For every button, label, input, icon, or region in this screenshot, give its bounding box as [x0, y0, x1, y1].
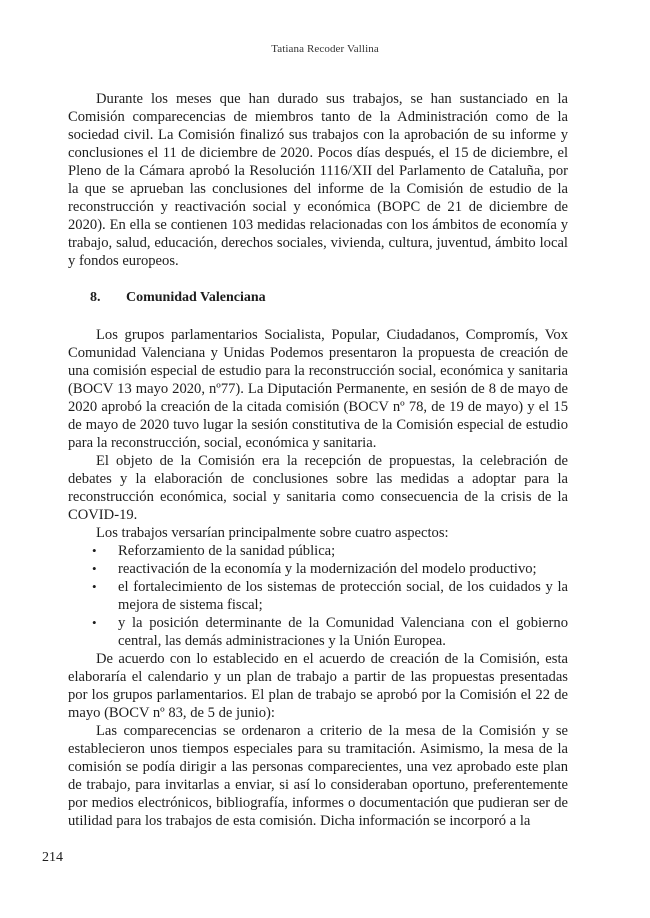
- list-item-text: Reforzamiento de la sanidad pública;: [118, 543, 336, 559]
- section-number: 8.: [90, 290, 101, 305]
- list-item: [68, 614, 568, 650]
- list-item: [68, 560, 568, 578]
- paragraph: Las comparecencias se ordenaron a criterio de la mesa de la Comisión y se establecieron unos tiempos especiales para su tramitación. Asimismo, la mesa de la comisión se podía dirigir a las personas comparecientes, una vez aprobado este plan de trabajo, para invitarlas a enviar, si así lo consideraban oportuno, preferentemente por medios electrónicos, bibliografía, informes o documentación que pudieran ser de utilidad para los trabajos de esta comisión. Dicha información se incorporó a la: [68, 723, 568, 829]
- paragraph: Durante los meses que han durado sus trabajos, se han sustanciado en la Comisión comparecencias de miembros tanto de la Administración como de la sociedad civil. La Comisión finalizó sus trabajos con la aprobación de su informe y conclusiones el 11 de diciembre de 2020. Pocos días después, el 15 de diciembre, el Pleno de la Cámara aprobó la Resolución 1116/XII del Parlamento de Cataluña, por la que se aprueban las conclusiones del informe de la Comisión de estudio de la reconstrucción y reactivación social y económica (BOPC de 21 de diciembre de 2020). En ella se contienen 103 medidas relacionadas con los ámbitos de economía y trabajo, salud, educación, derechos sociales, vivienda, cultura, juventud, ámbito local y fondos europeos.: [68, 91, 568, 269]
- list-item-text: el fortalecimiento de los sistemas de protección social, de los cuidados y la mejora de sistema fiscal;: [118, 579, 568, 613]
- bullet-icon: •: [92, 543, 97, 558]
- paragraph: El objeto de la Comisión era la recepción de propuestas, la celebración de debates y la elaboración de conclusiones sobre las medidas a adoptar para la reconstrucción económica, social y sanitaria como consecuencia de la crisis de la COVID-19.: [68, 453, 568, 523]
- body-text: [68, 90, 568, 830]
- bullet-icon: •: [92, 615, 97, 630]
- list-item-text: reactivación de la economía y la modernización del modelo productivo;: [118, 561, 537, 577]
- list-item: [68, 542, 568, 560]
- bullet-icon: •: [92, 579, 97, 594]
- running-head: Tatiana Recoder Vallina: [271, 43, 379, 55]
- paragraph: De acuerdo con lo establecido en el acuerdo de creación de la Comisión, esta elaboraría el calendario y un plan de trabajo a partir de las propuestas presentadas por los grupos parlamentarios. El plan de trabajo se aprobó por la Comisión el 22 de mayo (BOCV nº 83, de 5 de junio):: [68, 651, 568, 721]
- list-item: [68, 578, 568, 614]
- paragraph: Los grupos parlamentarios Socialista, Popular, Ciudadanos, Compromís, Vox Comunidad Valenciana y Unidas Podemos presentaron la propuesta de creación de una comisión especial de estudio para la reconstrucción social, económica y sanitaria (BOCV 13 mayo 2020, nº77). La Diputación Permanente, en sesión de 8 de mayo de 2020 aprobó la creación de la citada comisión (BOCV nº 78, de 19 de mayo) y el 15 de mayo de 2020 tuvo lugar la sesión constitutiva de la Comisión especial de estudio para la reconstrucción, social, económica y sanitaria.: [68, 327, 568, 451]
- section-heading: [68, 289, 568, 307]
- paragraph: Los trabajos versarían principalmente sobre cuatro aspectos:: [96, 525, 449, 541]
- page-number: 214: [42, 850, 63, 865]
- section-title: Comunidad Valenciana: [126, 290, 266, 305]
- aspects-list: [68, 542, 568, 650]
- list-item-text: y la posición determinante de la Comunidad Valenciana con el gobierno central, las demás administraciones y la Unión Europea.: [118, 615, 568, 649]
- bullet-icon: •: [92, 561, 97, 576]
